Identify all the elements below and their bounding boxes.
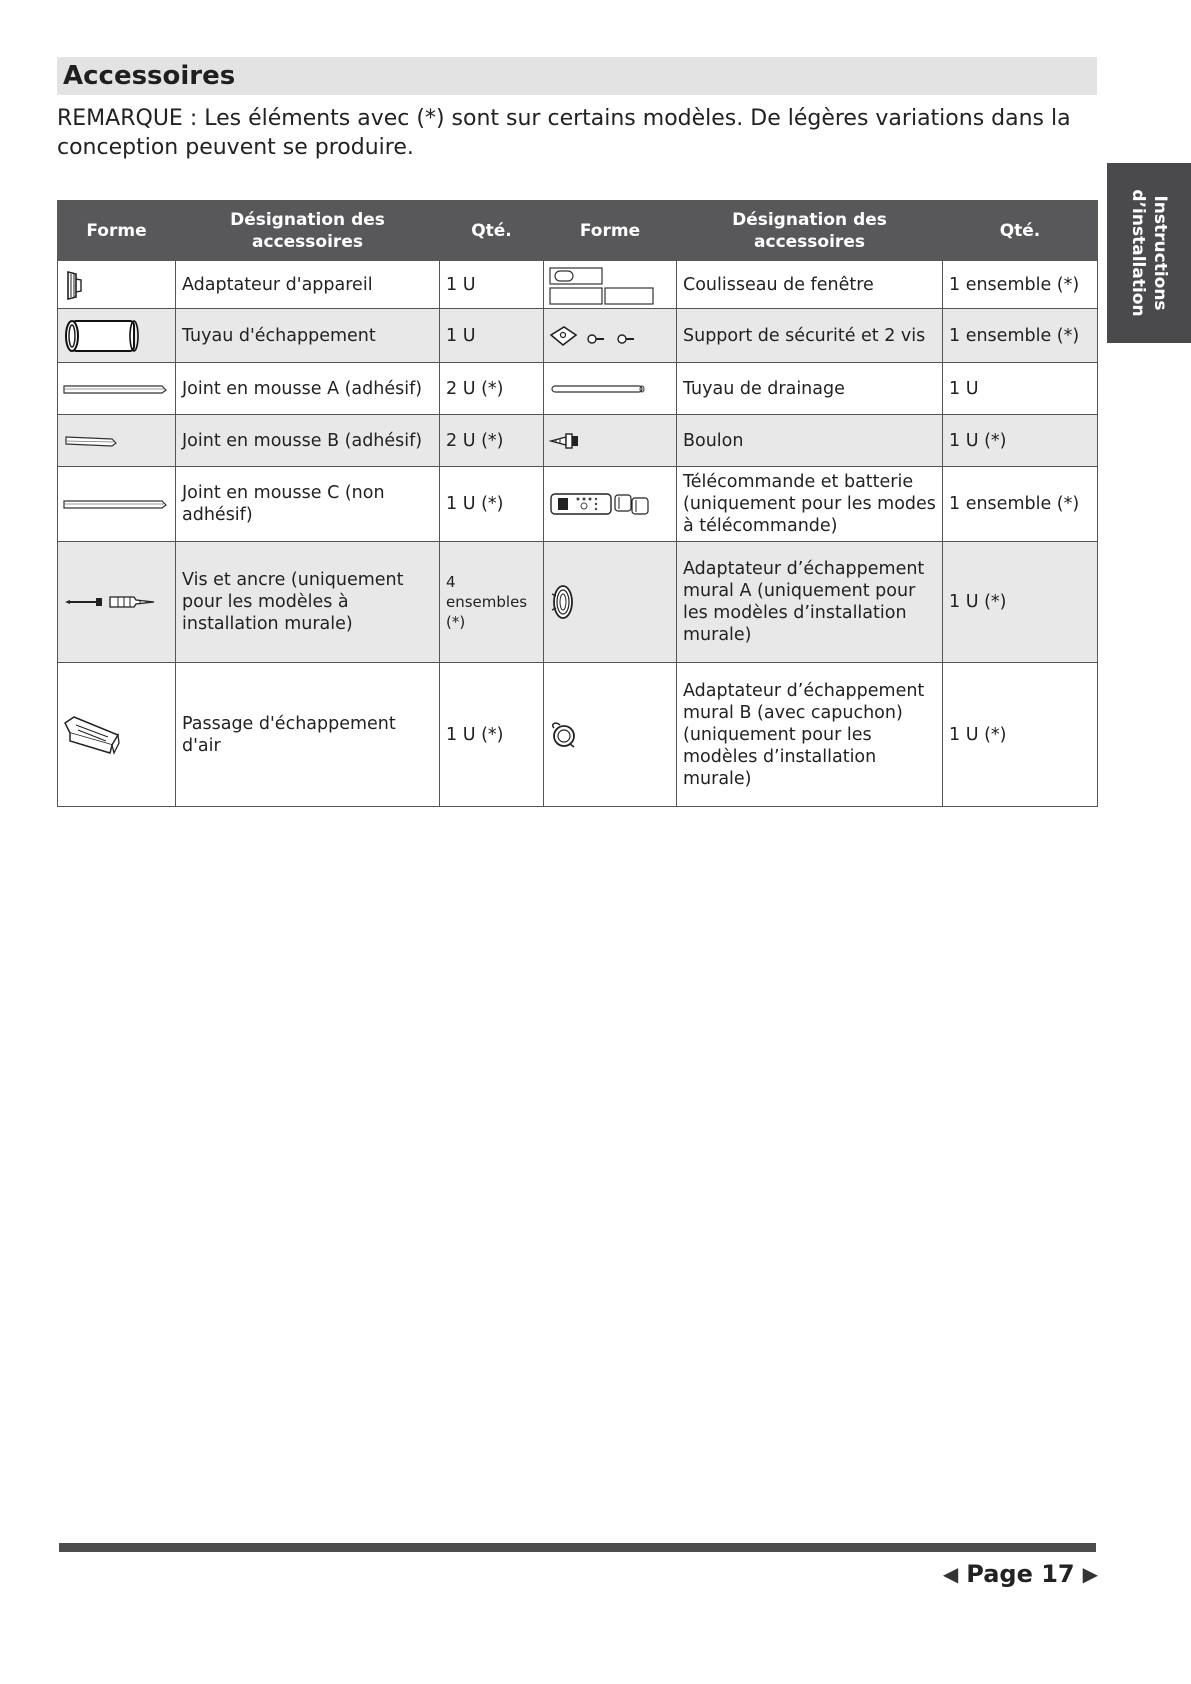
accessory-name: Adaptateur d'appareil (176, 261, 440, 309)
accessory-qty: 1 U (*) (440, 467, 544, 542)
prev-page-arrow-icon[interactable]: ◀ (942, 1562, 959, 1586)
accessory-name: Coulisseau de fenêtre (677, 261, 943, 309)
safety-bracket-icon (548, 321, 642, 351)
header-forme-right: Forme (544, 201, 677, 261)
accessory-qty: 1 U (943, 363, 1098, 415)
header-qty-left: Qté. (440, 201, 544, 261)
shape-cell (58, 467, 176, 542)
accessory-qty: 1 U (*) (943, 663, 1098, 807)
air-exhaust-passage-icon (62, 713, 122, 757)
shape-cell (544, 309, 677, 363)
accessory-name: Passage d'échappement d'air (176, 663, 440, 807)
page-navigation (943, 1559, 1098, 1589)
table-header-row (58, 201, 1098, 261)
shape-cell (544, 542, 677, 663)
accessory-name: Joint en mousse C (non adhésif) (176, 467, 440, 542)
appliance-adapter-icon (62, 269, 86, 301)
accessory-qty: 1 U (440, 309, 544, 363)
accessory-qty: 1 U (*) (943, 542, 1098, 663)
screw-anchor-icon (62, 592, 158, 612)
exhaust-hose-icon (62, 316, 142, 356)
drain-hose-icon (548, 382, 648, 396)
header-qty-right: Qté. (943, 201, 1098, 261)
wall-adapter-a-icon (548, 582, 578, 622)
side-tab-label: Instructions d’installation (1128, 189, 1170, 317)
header-designation-right: Désignation des accessoires (677, 201, 943, 261)
table-row (58, 309, 1098, 363)
table-row (58, 415, 1098, 467)
bolt-icon (548, 430, 582, 452)
table-row (58, 467, 1098, 542)
shape-cell (58, 415, 176, 467)
accessory-name: Tuyau d'échappement (176, 309, 440, 363)
accessory-name: Vis et ancre (uniquement pour les modèles à installation murale) (176, 542, 440, 663)
page-number: Page 17 (966, 1560, 1075, 1588)
shape-cell (544, 363, 677, 415)
accessory-name: Joint en mousse B (adhésif) (176, 415, 440, 467)
accessory-name: Support de sécurité et 2 vis (677, 309, 943, 363)
accessory-qty: 1 ensemble (*) (943, 261, 1098, 309)
shape-cell (58, 663, 176, 807)
foam-seal-a-icon (62, 382, 168, 396)
accessory-qty: 1 ensemble (*) (943, 467, 1098, 542)
shape-cell (58, 542, 176, 663)
next-page-arrow-icon[interactable]: ▶ (1082, 1562, 1098, 1586)
accessory-qty: 1 U (*) (440, 663, 544, 807)
accessory-name: Boulon (677, 415, 943, 467)
accessory-qty: 4 ensembles (*) (440, 542, 544, 663)
accessory-qty: 2 U (*) (440, 415, 544, 467)
accessory-name: Télécommande et batterie (uniquement pour les modes à télécommande) (677, 467, 943, 542)
accessory-name: Adaptateur d’échappement mural B (avec capuchon) (uniquement pour les modèles d’installation murale) (677, 663, 943, 807)
shape-cell (544, 663, 677, 807)
shape-cell (58, 261, 176, 309)
accessory-name: Tuyau de drainage (677, 363, 943, 415)
shape-cell (544, 415, 677, 467)
accessory-name: Joint en mousse A (adhésif) (176, 363, 440, 415)
side-tab-installation[interactable] (1107, 163, 1191, 343)
accessory-qty: 2 U (*) (440, 363, 544, 415)
wall-adapter-b-icon (548, 720, 578, 750)
window-slider-icon (548, 264, 654, 306)
remark-text: REMARQUE : Les éléments avec (*) sont sur certains modèles. De légères variations dans la conception peuvent se produire. (57, 106, 1071, 160)
shape-cell (58, 309, 176, 363)
shape-cell (544, 261, 677, 309)
shape-cell (58, 363, 176, 415)
remote-battery-icon (548, 491, 652, 517)
table-row (58, 261, 1098, 309)
shape-cell (544, 467, 677, 542)
accessory-name: Adaptateur d’échappement mural A (uniquement pour les modèles d’installation murale) (677, 542, 943, 663)
accessories-table (57, 200, 1098, 807)
table-row (58, 542, 1098, 663)
table-row (58, 663, 1098, 807)
table-row (58, 363, 1098, 415)
foam-seal-c-icon (62, 496, 168, 512)
accessory-qty: 1 ensemble (*) (943, 309, 1098, 363)
header-forme-left: Forme (58, 201, 176, 261)
accessory-qty: 1 U (*) (943, 415, 1098, 467)
header-designation-left: Désignation des accessoires (176, 201, 440, 261)
accessory-qty: 1 U (440, 261, 544, 309)
footer-rule (59, 1543, 1096, 1552)
section-title: Accessoires (63, 61, 236, 91)
foam-seal-b-icon (62, 433, 122, 449)
